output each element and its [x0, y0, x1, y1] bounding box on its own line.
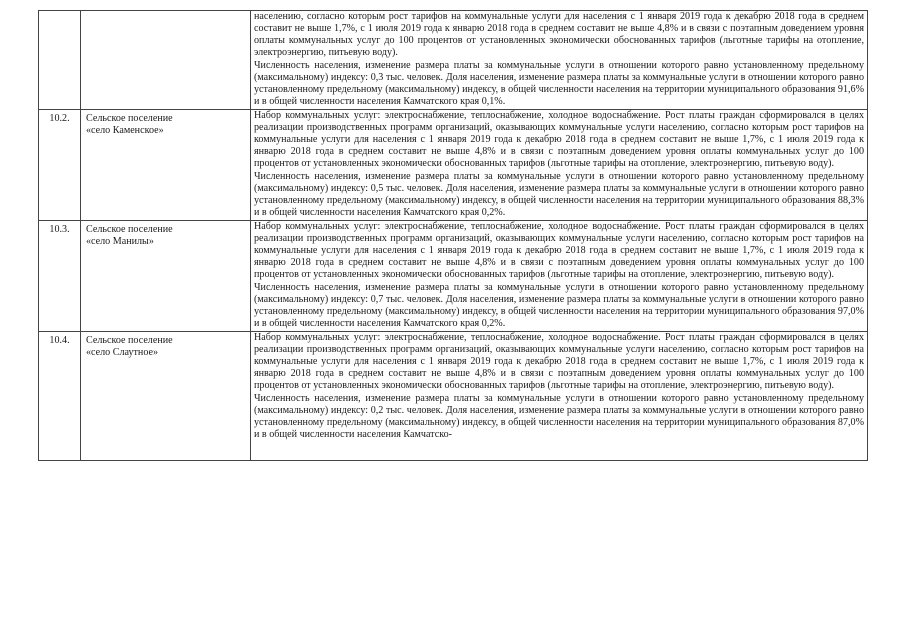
services-paragraph: Набор коммунальных услуг: электроснабжение, теплоснабжение, холодное водоснабжение. Рост платы граждан сформировался в целях реализации производственных программ организаций, оказывающих коммунальные услуги населению, согласно которым рост тарифов на коммунальные услуги для населения с 1 января 2019 года к декабрю 2018 года в среднем составит не выше 1,7%, с 1 июля 2019 года к январю 2018 года в среднем составит не выше 4,8% и в связи с поэтапным доведением уровня оплаты коммунальных услуг до 100 процентов от установленных экономически обоснованных тарифов (льготные тарифы на отопление, электроэнергию, питьевую воду). [254, 332, 864, 391]
description-cell [251, 221, 868, 332]
settlement-name-cell [81, 110, 251, 221]
row-number: 10.3. [39, 221, 81, 332]
settlement-name-cell [81, 221, 251, 332]
settlement-name-cell [81, 332, 251, 461]
population-paragraph: Численность населения, изменение размера платы за коммунальные услуги в отношении которого равно установленному предельному (максимальному) индексу: 0,2 тыс. человек. Доля населения, изменение размера платы за коммунальные услуги в отношении которого равно установленному предельному (максимальному) индексу, в общей численности населения на территории муниципального образования 87,0% и в общей численности населения Камчатско- [254, 393, 864, 440]
settlement-type: Сельское поселение [86, 224, 173, 235]
population-paragraph: Численность населения, изменение размера платы за коммунальные услуги в отношении которого равно установленному предельному (максимальному) индексу: 0,3 тыс. человек. Доля населения, изменение размера платы за коммунальные услуги в отношении которого равно установленному предельному (максимальному) индексу, в общей численности населения на территории муниципального образования 91,6% и в общей численности населения Камчатского края 0,1%. [254, 60, 864, 107]
description-cell [251, 332, 868, 461]
row-number: 10.2. [39, 110, 81, 221]
settlement-type: Сельское поселение [86, 335, 173, 346]
settlement-title: «село Слаутное» [86, 347, 159, 358]
description-cell [251, 110, 868, 221]
services-paragraph: населению, согласно которым рост тарифов на коммунальные услуги для населения с 1 января 2019 года к декабрю 2018 года в среднем составит не выше 1,7%, с 1 июля 2019 года к январю 2018 года в среднем составит не выше 4,8% и в связи с поэтапным доведением уровня оплаты коммунальных услуг до 100 процентов от установленных экономически обоснованных тарифов (льготные тарифы на отопление, электроэнергию, питьевую воду). [254, 11, 864, 58]
table-row [39, 332, 868, 461]
services-paragraph: Набор коммунальных услуг: электроснабжение, теплоснабжение, холодное водоснабжение. Рост платы граждан сформировался в целях реализации производственных программ организаций, оказывающих коммунальные услуги населению, согласно которым рост тарифов на коммунальные услуги для населения с 1 января 2019 года к декабрю 2018 года в среднем составит не выше 1,7%, с 1 июля 2019 года к январю 2018 года в среднем составит не выше 4,8% и в связи с поэтапным доведением уровня оплаты коммунальных услуг до 100 процентов от установленных экономически обоснованных тарифов (льготные тарифы на отопление, электроэнергию, питьевую воду). [254, 221, 864, 280]
settlement-title: «село Манилы» [86, 236, 154, 247]
settlement-type: Сельское поселение [86, 113, 173, 124]
table-row [39, 110, 868, 221]
settlement-name-cell [81, 11, 251, 110]
population-paragraph: Численность населения, изменение размера платы за коммунальные услуги в отношении которого равно установленному предельному (максимальному) индексу: 0,7 тыс. человек. Доля населения, изменение размера платы за коммунальные услуги в отношении которого равно установленному предельному (максимальному) индексу, в общей численности населения на территории муниципального образования 97,0% и в общей численности населения Камчатского края 0,2%. [254, 282, 864, 329]
row-number [39, 11, 81, 110]
population-paragraph: Численность населения, изменение размера платы за коммунальные услуги в отношении которого равно установленному предельному (максимальному) индексу: 0,5 тыс. человек. Доля населения, изменение размера платы за коммунальные услуги в отношении которого равно установленному предельному (максимальному) индексу, в общей численности населения на территории муниципального образования 88,3% и в общей численности населения Камчатского края 0,2%. [254, 171, 864, 218]
services-paragraph: Набор коммунальных услуг: электроснабжение, теплоснабжение, холодное водоснабжение. Рост платы граждан сформировался в целях реализации производственных программ организаций, оказывающих коммунальные услуги населению, согласно которым рост тарифов на коммунальные услуги для населения с 1 января 2019 года к декабрю 2018 года в среднем составит не выше 1,7%, с 1 июля 2019 года к январю 2018 года в среднем составит не выше 4,8% и в связи с поэтапным доведением уровня оплаты коммунальных услуг до 100 процентов от установленных экономически обоснованных тарифов (льготные тарифы на отопление, электроэнергию, питьевую воду). [254, 110, 864, 169]
table-row [39, 221, 868, 332]
tariff-table [38, 10, 868, 461]
settlement-title: «село Каменское» [86, 125, 164, 136]
table-row [39, 11, 868, 110]
description-cell [251, 11, 868, 110]
row-number: 10.4. [39, 332, 81, 461]
